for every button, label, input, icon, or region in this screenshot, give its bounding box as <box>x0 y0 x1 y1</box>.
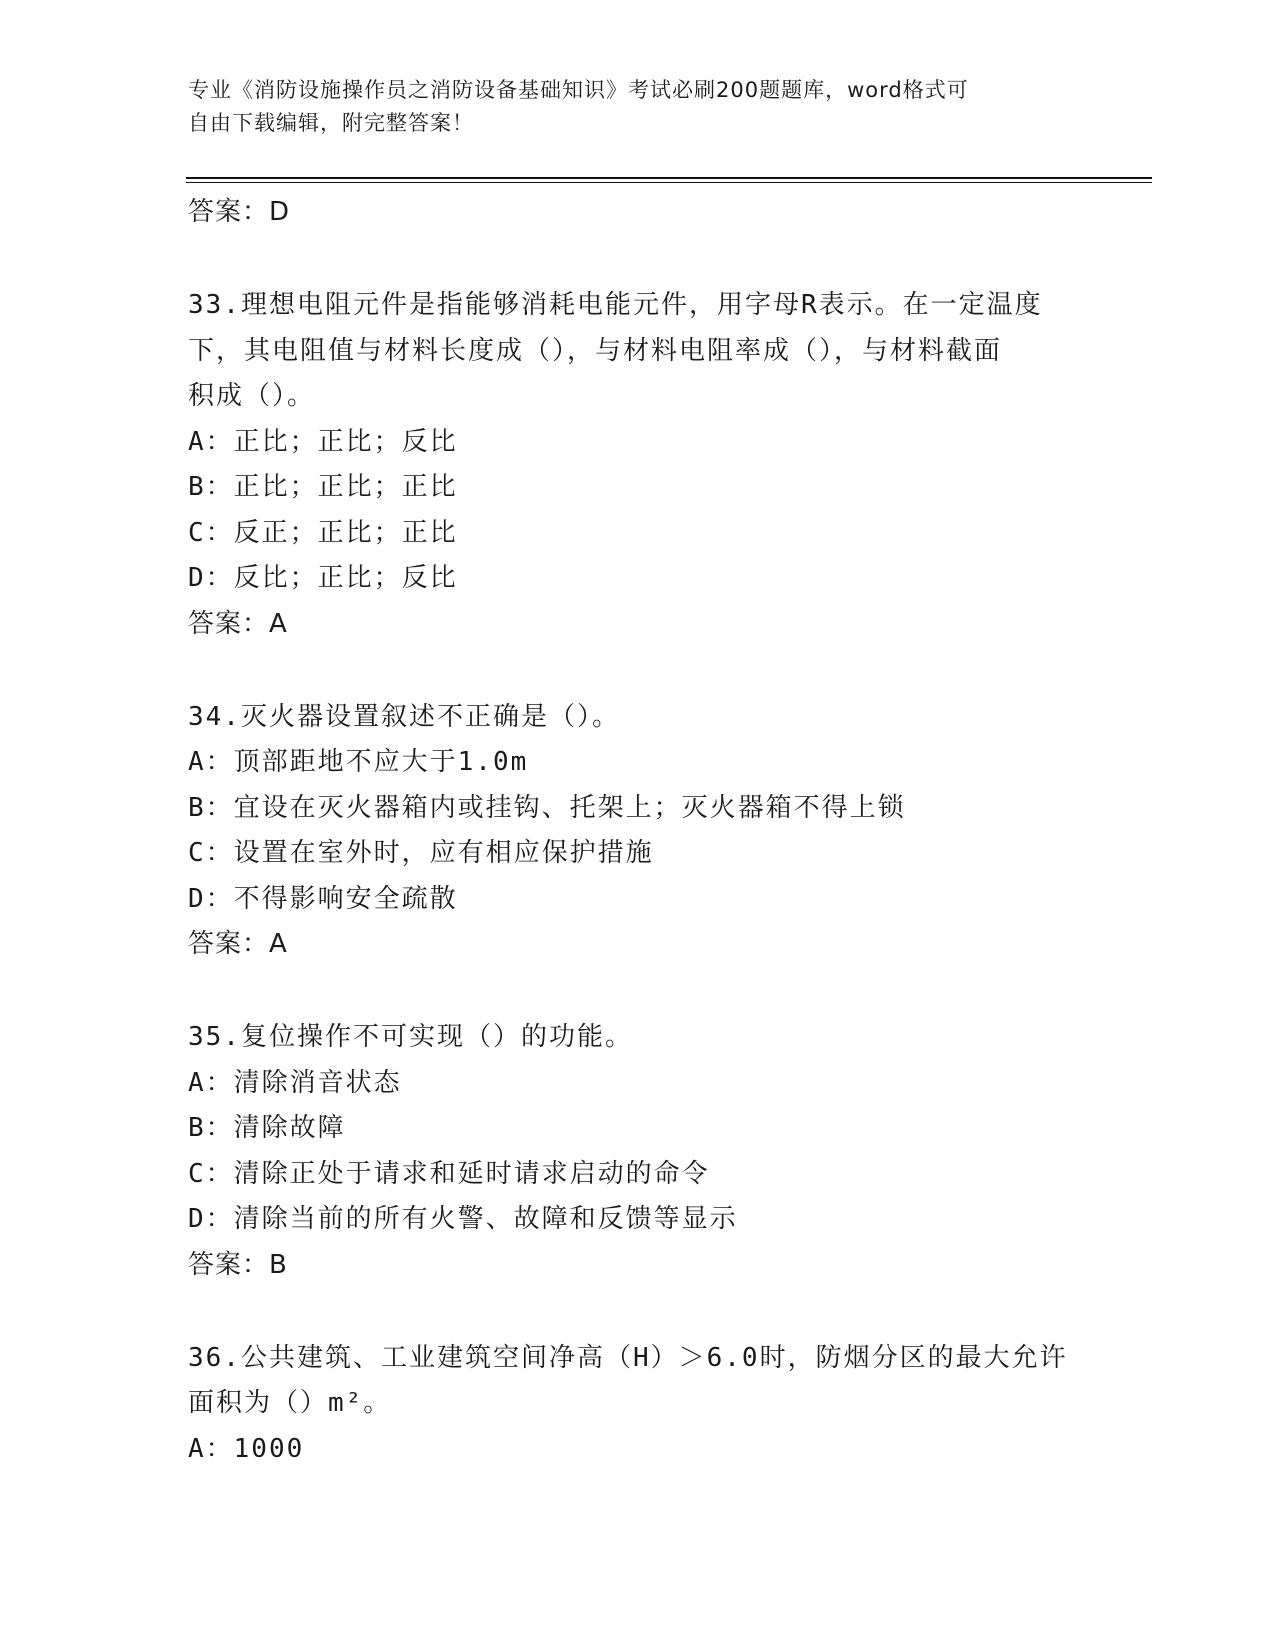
option-c: C：反正；正比；正比 <box>188 517 458 548</box>
answer-line: 答案：A <box>188 608 288 639</box>
option-d: D：反比；正比；反比 <box>188 563 458 593</box>
option-b: B：正比；正比；正比 <box>188 472 458 502</box>
answer-line: 答案：D <box>188 197 291 227</box>
header-line-2: 自由下载编辑，附完整答案！ <box>188 111 474 135</box>
option-c: C：清除正处于请求和延时请求启动的命令 <box>188 1158 710 1189</box>
question-block-36 <box>188 1336 1088 1473</box>
option-a: A：清除消音状态 <box>188 1067 402 1098</box>
answer-line: 答案：B <box>188 1249 288 1280</box>
question-text <box>188 283 1088 420</box>
document-header <box>188 74 1088 140</box>
spacer <box>188 234 1088 283</box>
header-line-1: 专业《消防设施操作员之消防设备基础知识》考试必刷200题题库，word格式可 <box>188 78 969 102</box>
option-b: B：清除故障 <box>188 1113 346 1143</box>
question-line: 36.公共建筑、工业建筑空间净高（H）＞6.0时，防烟分区的最大允许 <box>188 1342 1068 1373</box>
question-block-34 <box>188 695 1088 967</box>
option-d: D：清除当前的所有火警、故障和反馈等显示 <box>188 1204 738 1234</box>
question-text <box>188 1336 1088 1427</box>
option-b: B：宜设在灭火器箱内或挂钩、托架上；灭火器箱不得上锁 <box>188 792 906 823</box>
header-rule-thick <box>186 177 1152 179</box>
answer-line: 答案：A <box>188 929 288 959</box>
question-text <box>188 695 1088 741</box>
question-line: 35.复位操作不可实现（）的功能。 <box>188 1022 633 1052</box>
document-body <box>188 190 1088 1472</box>
option-c: C：设置在室外时，应有相应保护措施 <box>188 838 654 868</box>
option-a: A：正比；正比；反比 <box>188 426 458 457</box>
question-line: 面积为（）m²。 <box>188 1388 392 1418</box>
spacer <box>188 966 1088 1015</box>
spacer <box>188 1287 1088 1336</box>
spacer <box>188 646 1088 695</box>
question-line: 积成（）。 <box>188 381 316 411</box>
question-block-33 <box>188 283 1088 646</box>
question-line: 下，其电阻值与材料长度成（），与材料电阻率成（），与材料截面 <box>188 335 1003 366</box>
option-a: A：顶部距地不应大于1.0m <box>188 747 529 777</box>
option-d: D：不得影响安全疏散 <box>188 883 458 914</box>
question-block-35 <box>188 1015 1088 1287</box>
option-a: A：1000 <box>188 1433 305 1464</box>
question-line: 34.灭火器设置叙述不正确是（）。 <box>188 701 620 732</box>
question-text <box>188 1015 1088 1061</box>
header-rule-thin <box>186 182 1152 183</box>
question-line: 33.理想电阻元件是指能够消耗电能元件，用字母R表示。在一定温度 <box>188 290 1043 320</box>
